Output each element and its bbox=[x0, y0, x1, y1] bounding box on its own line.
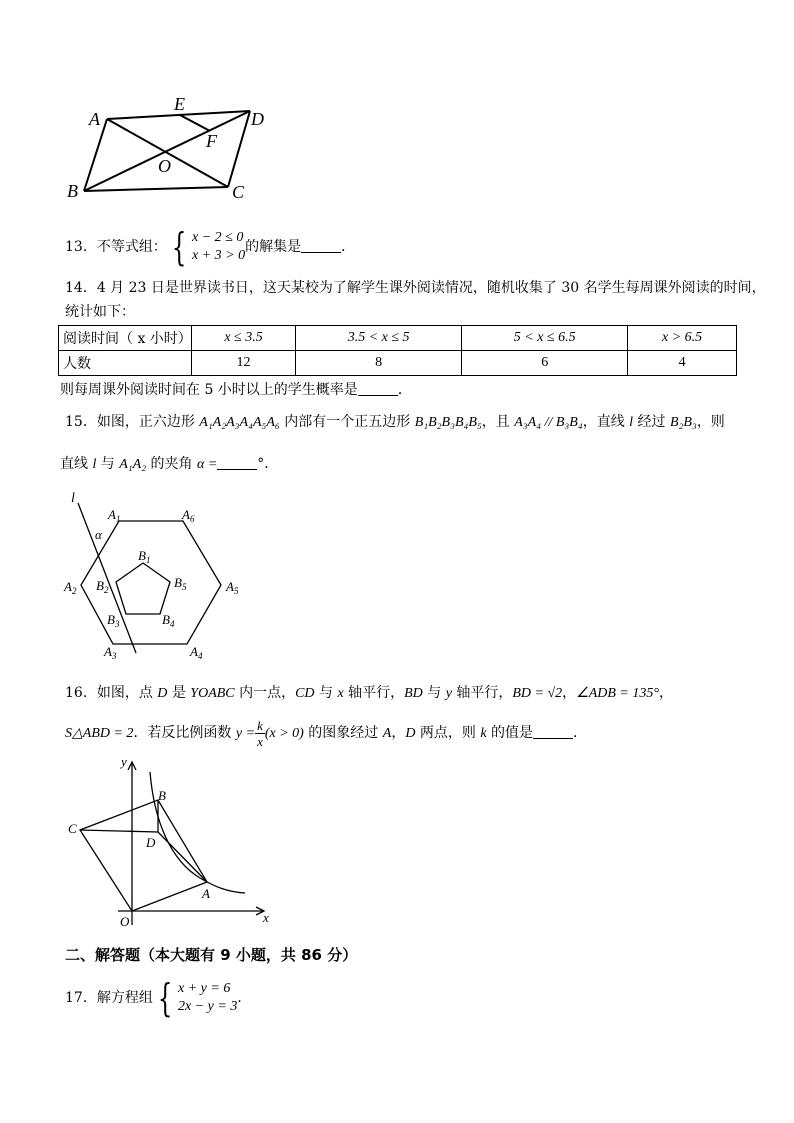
q16-fraction-numerator: k bbox=[257, 717, 263, 733]
label-l: l bbox=[71, 491, 75, 506]
q16-k: k bbox=[480, 726, 487, 741]
q17-end: ． bbox=[237, 990, 252, 1006]
q16-point-d: D bbox=[157, 686, 168, 701]
table-cell: 4 bbox=[628, 351, 737, 376]
table-row bbox=[59, 351, 737, 376]
q14-question: 则每周课外阅读时间在 5 小时以上的学生概率是 bbox=[60, 382, 358, 398]
q16-condition: (x > 0) bbox=[264, 726, 304, 741]
label-b5: $B_5$ bbox=[174, 575, 187, 592]
q16-bd-length: BD = √2 bbox=[512, 686, 563, 701]
pentagon bbox=[116, 563, 170, 614]
q16-segment-cd: CD bbox=[295, 686, 315, 701]
q13-brace-icon: { bbox=[171, 225, 187, 269]
q16-segment-bd: BD bbox=[404, 686, 423, 701]
q17-system bbox=[178, 980, 237, 1016]
q16-point-a: A bbox=[382, 726, 392, 741]
q13-ineq-2: x + 3 > 0 bbox=[192, 248, 246, 263]
table-cell: 8 bbox=[296, 351, 462, 376]
q16-text: 轴平行， bbox=[343, 685, 405, 701]
q13-end: ． bbox=[341, 239, 356, 255]
question-16-line1 bbox=[65, 683, 673, 704]
question-17 bbox=[65, 978, 251, 1018]
figure-hexagon-pentagon bbox=[60, 488, 250, 663]
q16-text: 的图象经过 bbox=[303, 725, 383, 741]
segment-ef bbox=[180, 115, 210, 131]
line-l bbox=[78, 503, 136, 653]
q15-text: 与 bbox=[96, 456, 120, 472]
question-15-line2 bbox=[60, 454, 278, 475]
q16-text: ， bbox=[658, 685, 673, 701]
question-16-line2 bbox=[65, 716, 587, 751]
q14-answer-blank bbox=[358, 381, 398, 396]
q16-angle: ∠ADB = 135° bbox=[576, 686, 659, 701]
label-b1: $B_1$ bbox=[138, 548, 151, 565]
label-a: A bbox=[89, 109, 100, 129]
q13-answer-blank bbox=[301, 238, 341, 253]
reading-time-table bbox=[58, 325, 737, 376]
q13-number: 13． bbox=[65, 239, 97, 255]
q14-end: ． bbox=[397, 382, 412, 398]
q15-text: 直线 bbox=[60, 456, 93, 472]
q15-text: 经过 bbox=[633, 414, 670, 430]
label-b3: $B_3$ bbox=[107, 612, 120, 629]
label-c: C bbox=[232, 182, 245, 202]
label-b2: $B_2$ bbox=[96, 578, 109, 595]
q15-text: 的夹角 bbox=[146, 456, 197, 472]
q16-text: 与 bbox=[422, 685, 446, 701]
label-b4: $B_4$ bbox=[162, 612, 175, 629]
label-a3: $A_3$ bbox=[104, 644, 117, 661]
q15-text: ，直线 bbox=[582, 414, 630, 430]
label-a4: $A_4$ bbox=[190, 644, 203, 661]
label-x: x bbox=[263, 910, 269, 925]
q16-answer-blank bbox=[533, 724, 573, 739]
q16-text: 是 bbox=[167, 685, 191, 701]
q16-text: ， bbox=[562, 685, 577, 701]
label-alpha: α bbox=[95, 527, 102, 542]
label-c: C bbox=[68, 821, 77, 836]
q15-line-l: l bbox=[92, 457, 97, 472]
table-header-cell: 阅读时间（ x 小时） bbox=[59, 326, 192, 351]
label-a6: $A_6$ bbox=[182, 507, 195, 524]
question-15-line1 bbox=[65, 412, 725, 433]
parallelogram-oabc bbox=[80, 800, 207, 911]
question-14-prompt bbox=[60, 380, 412, 400]
segment-da bbox=[158, 832, 207, 882]
q15-text: 内部有一个正五边形 bbox=[279, 414, 415, 430]
question-14-line1: 14．4 月 23 日是世界读书日，这天某校为了解学生课外阅读情况，随机收集了 30 名学生每周课外阅读的时间， bbox=[65, 280, 766, 296]
label-a1: $A_1$ bbox=[108, 507, 121, 524]
label-b: B bbox=[67, 181, 78, 201]
question-13 bbox=[65, 225, 356, 269]
table-header-row bbox=[59, 326, 737, 351]
segment-cd bbox=[80, 830, 158, 832]
q15-side: A₁A₂ bbox=[119, 457, 147, 472]
q15-text: ，则 bbox=[696, 414, 725, 430]
q16-parallelogram: YOABC bbox=[190, 686, 235, 701]
q15-degree: °． bbox=[257, 456, 279, 472]
q16-x: x bbox=[337, 686, 344, 701]
q15-parallel: A₃A₄ // B₃B₄ bbox=[514, 415, 583, 430]
q17-eq-1: x + y = 6 bbox=[178, 981, 231, 996]
figure-parallelogram bbox=[60, 92, 280, 204]
label-a5: $A_5$ bbox=[226, 579, 239, 596]
q16-text: ．若反比例函数 bbox=[133, 725, 236, 741]
q16-text: 内一点， bbox=[234, 685, 296, 701]
q16-text: ， bbox=[391, 725, 406, 741]
q17-brace-icon: { bbox=[157, 976, 173, 1020]
q15-pentagon-name: B₁B₂B₃B₄B₅ bbox=[414, 415, 482, 430]
q16-end: ． bbox=[573, 725, 588, 741]
q13-system bbox=[192, 229, 245, 265]
q16-fraction-denominator: x bbox=[257, 733, 263, 749]
table-cell: 6 bbox=[462, 351, 628, 376]
label-d: D bbox=[251, 109, 264, 129]
label-b: B bbox=[158, 788, 166, 803]
table-row-label: 人数 bbox=[59, 351, 192, 376]
q13-ineq-1: x − 2 ≤ 0 bbox=[192, 230, 244, 245]
diagonal-ac bbox=[107, 119, 228, 187]
label-y: y bbox=[121, 754, 127, 769]
q15-hexagon-name: A₁A₂A₃A₄A₅A₆ bbox=[199, 415, 280, 430]
q15-text: 15．如图，正六边形 bbox=[65, 414, 200, 430]
q16-y: y bbox=[445, 686, 452, 701]
segment-dc bbox=[228, 111, 250, 187]
section-title: 二、解答题（本大题有 9 小题，共 86 分） bbox=[65, 946, 358, 964]
table-header-cell: 5 < x ≤ 6.5 bbox=[462, 326, 628, 351]
q15-answer-blank bbox=[217, 455, 257, 470]
q15-alpha: α = bbox=[197, 457, 218, 472]
table-header-cell: x > 6.5 bbox=[628, 326, 737, 351]
q16-point-d: D bbox=[405, 726, 416, 741]
label-a: A bbox=[202, 886, 210, 901]
label-o: O bbox=[158, 156, 171, 176]
label-e: E bbox=[174, 94, 185, 114]
q16-function-lhs: y = bbox=[235, 726, 256, 741]
table-header-cell: 3.5 < x ≤ 5 bbox=[296, 326, 462, 351]
label-f: F bbox=[206, 131, 217, 151]
table-cell: 12 bbox=[192, 351, 296, 376]
label-o: O bbox=[120, 914, 130, 929]
q16-text: 与 bbox=[314, 685, 338, 701]
q17-eq-2: 2x − y = 3 bbox=[178, 999, 238, 1014]
q16-area: S△ABD = 2 bbox=[65, 726, 134, 741]
q15-text: ，且 bbox=[481, 414, 515, 430]
label-a2: $A_2$ bbox=[64, 579, 77, 596]
q13-suffix: 的解集是 bbox=[245, 239, 302, 255]
q17-prefix: 17．解方程组 bbox=[65, 990, 153, 1006]
q16-text: 两点，则 bbox=[415, 725, 481, 741]
q15-line-l: l bbox=[629, 415, 634, 430]
question-14-line2: 统计如下： bbox=[65, 304, 135, 320]
segment-cb bbox=[84, 187, 228, 191]
q16-text: 的值是 bbox=[486, 725, 534, 741]
q16-fraction bbox=[255, 718, 265, 749]
q16-text: 16．如图，点 bbox=[65, 685, 158, 701]
diagonal-bd bbox=[84, 111, 250, 191]
q13-prefix: 不等式组： bbox=[96, 239, 167, 255]
q15-segment: B₂B₃ bbox=[669, 415, 697, 430]
q16-text: 轴平行， bbox=[451, 685, 513, 701]
label-d: D bbox=[146, 835, 156, 850]
figure-coordinate-plane bbox=[60, 752, 280, 932]
segment-ba bbox=[84, 119, 107, 191]
table-header-cell: x ≤ 3.5 bbox=[192, 326, 296, 351]
